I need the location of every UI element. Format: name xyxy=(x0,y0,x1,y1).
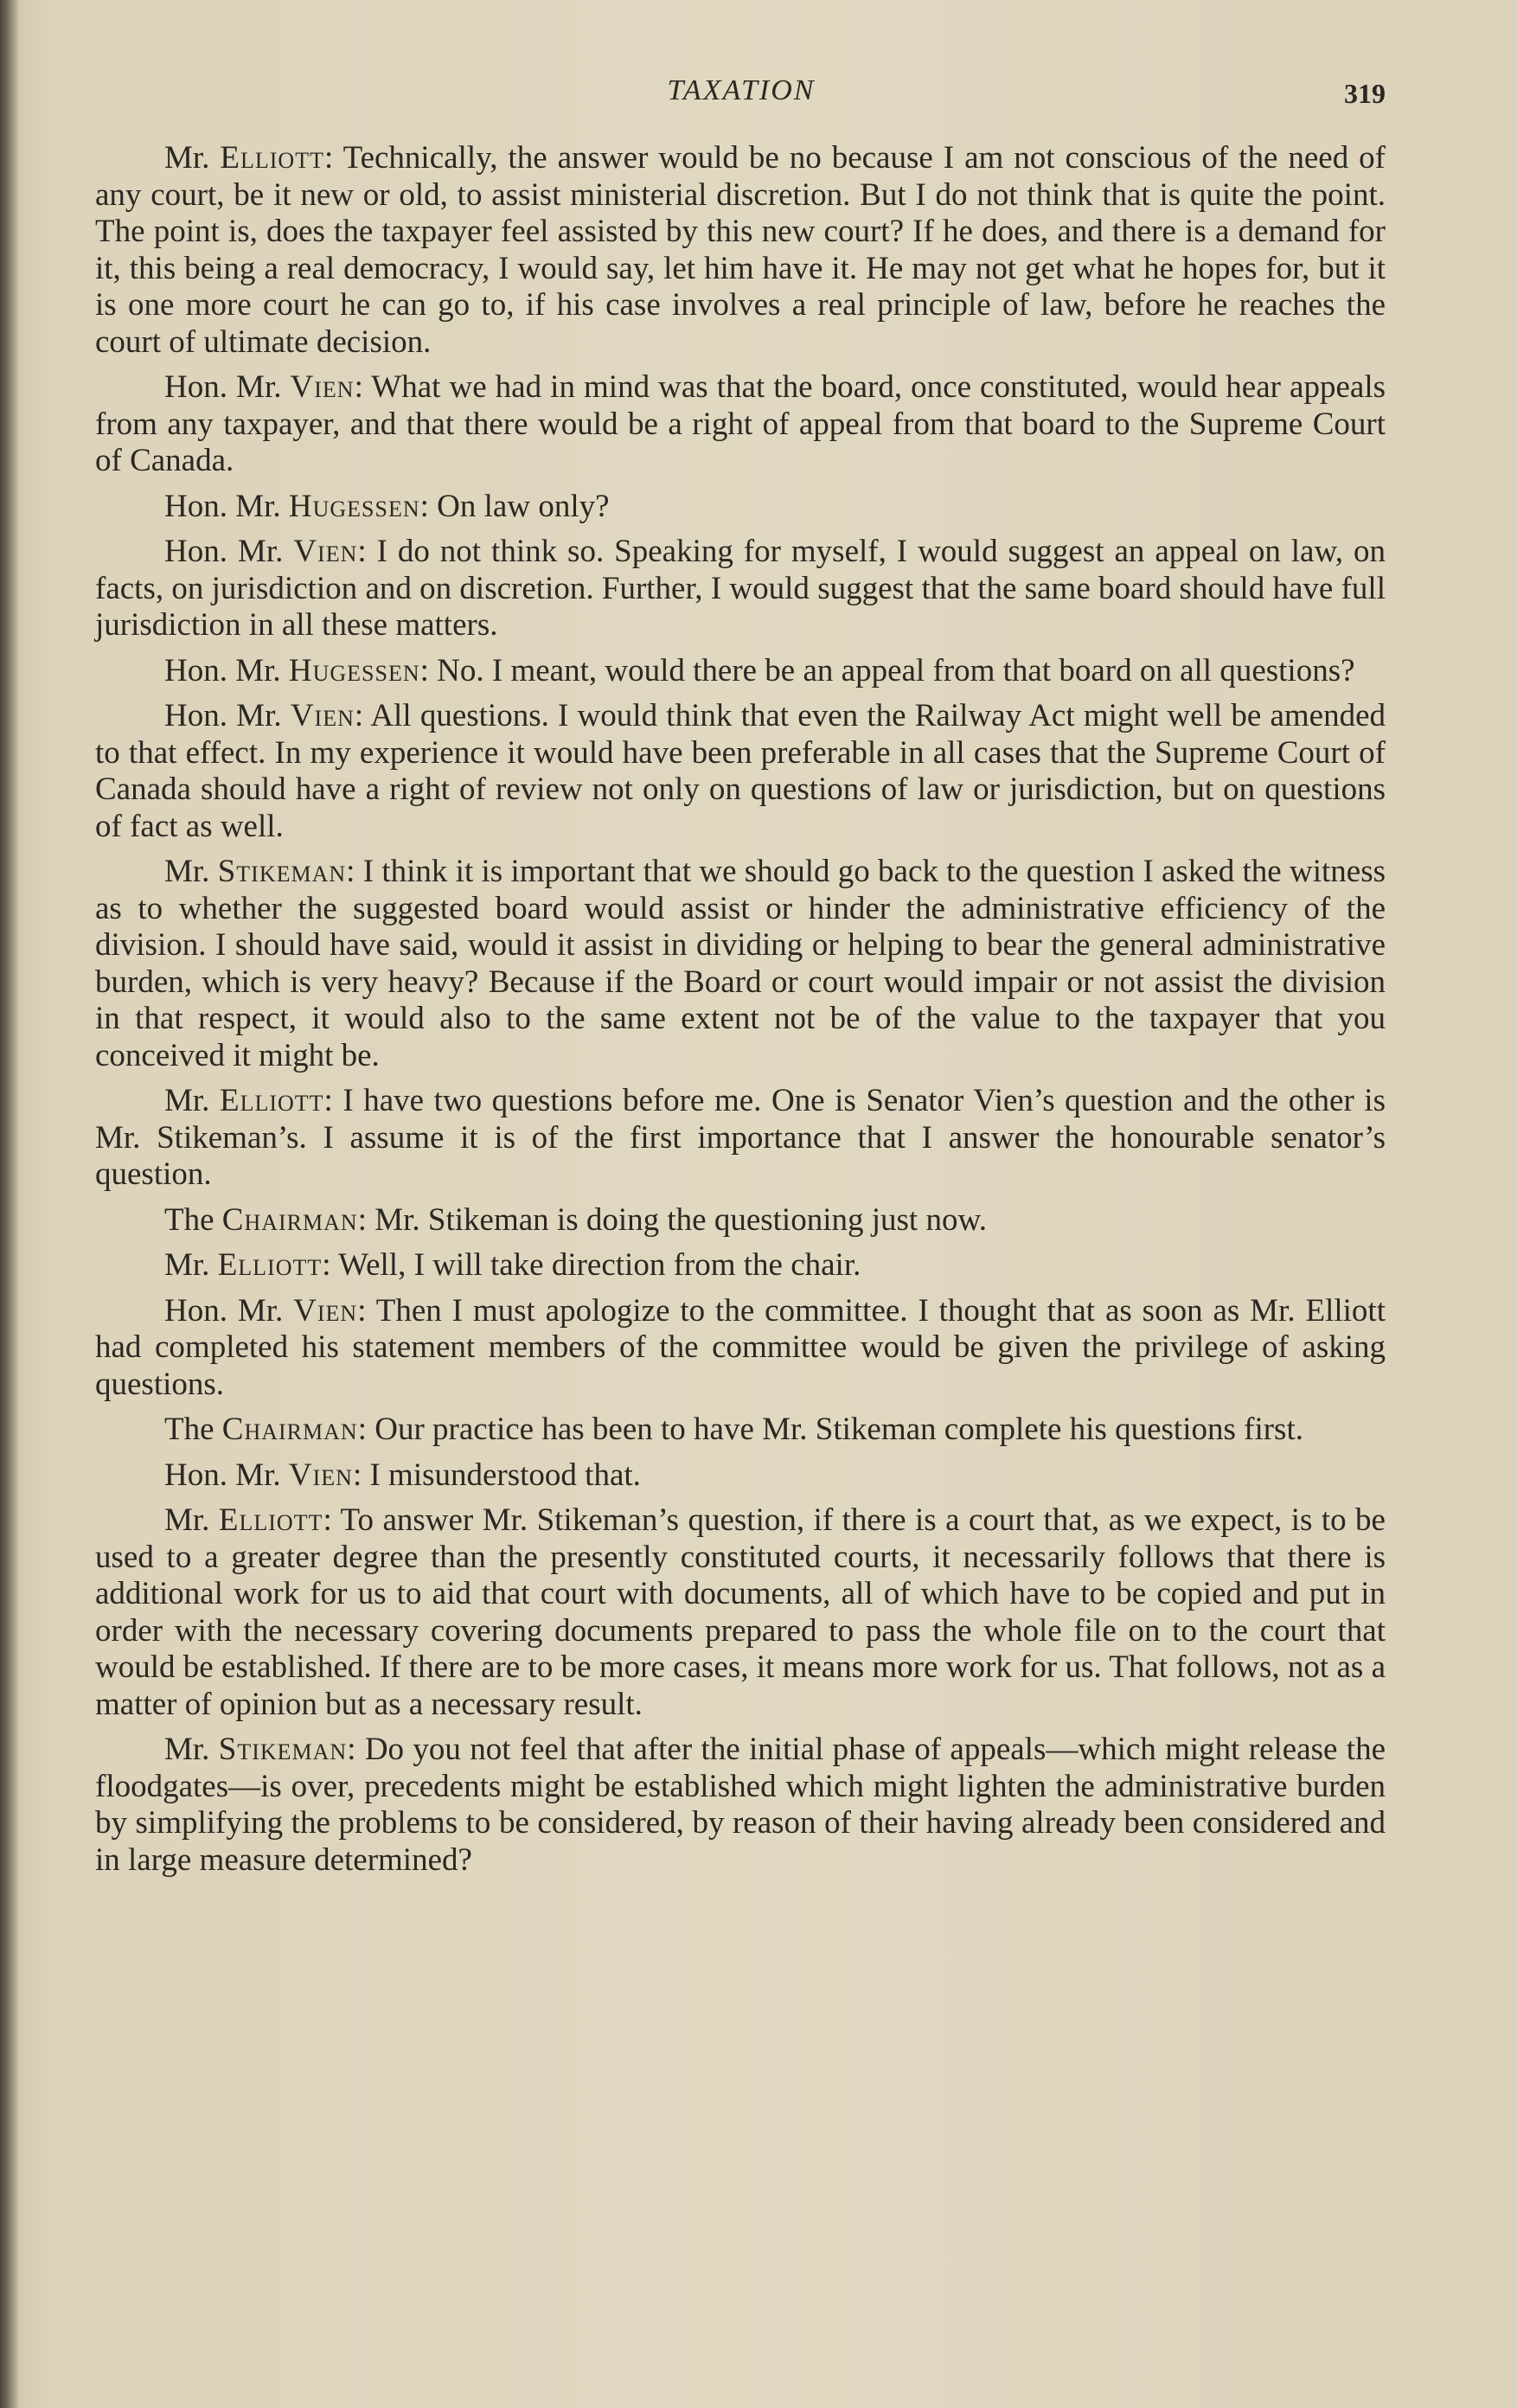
paragraph-vien-4 xyxy=(95,1293,1386,1404)
speaker-title: The xyxy=(164,1201,222,1238)
running-title: TAXATION xyxy=(667,74,816,106)
paragraph-elliott-2 xyxy=(95,1083,1386,1194)
speaker-title: Hon. Mr. xyxy=(164,369,291,405)
paragraph-elliott-4 xyxy=(95,1502,1386,1723)
speaker-title: Hon. Mr. xyxy=(164,1457,289,1493)
paragraph-text: : Mr. Stikeman is doing the questioning just now. xyxy=(357,1201,988,1238)
speaker-name: Vien xyxy=(293,534,358,569)
speaker-title: Hon. Mr. xyxy=(164,1292,294,1329)
book-spine-shadow xyxy=(0,0,19,2408)
speaker-name: Chairman xyxy=(221,1412,358,1447)
paragraph-vien-2 xyxy=(95,534,1386,644)
paragraph-elliott-1 xyxy=(95,140,1386,361)
paragraph-chairman-2 xyxy=(95,1412,1386,1449)
paragraph-text: : All questions. I would think that even the Railway Act might well be amended to that effect. In my experience it would have been preferable in all cases that the Supreme Court of Canada should have a right of review not only on questions of law or jurisdiction, but on questions of fact as well. xyxy=(95,698,1386,844)
speaker-title: Hon. Mr. xyxy=(164,652,289,688)
speaker-title: Mr. xyxy=(164,1502,219,1538)
paragraph-hugessen-2 xyxy=(95,653,1386,690)
page-number: 319 xyxy=(1344,78,1386,109)
paragraph-text: : I do not think so. Speaking for myself, I would suggest an appeal on law, on facts, on jurisdiction and on discretion. Further, I would suggest that the same board should have full jurisdiction in all these matters. xyxy=(95,534,1386,643)
speaker-title: Hon. Mr. xyxy=(164,488,289,524)
paragraph-text: : To answer Mr. Stikeman’s question, if there is a court that, as we expect, is to be used to a greater degree than the presently constituted courts, it necessarily follows that there is additional work for us to aid that court with documents, all of which have to be copied and put in order with the necessary covering documents prepared to pass the whole file on to the court that would be established. If there are to be more cases, it means more work for us. That follows, not as a matter of opinion but as a necessary result. xyxy=(95,1502,1386,1722)
speaker-name: Elliott xyxy=(218,1502,323,1538)
paragraph-vien-5 xyxy=(95,1457,1386,1495)
transcript-body xyxy=(95,140,1386,1887)
speaker-name: Vien xyxy=(293,1292,358,1329)
speaker-name: Vien xyxy=(288,1457,353,1493)
paragraph-text: : Well, I will take direction from the chair. xyxy=(322,1247,861,1283)
paragraph-text: : Technically, the answer would be no because I am not conscious of the need of any court, be it new or old, to assist ministerial discretion. But I do not think that is quite the point. The point is, does the taxpayer feel assisted by this new court? If he does, and there is a demand for it, this being a real democracy, I would say, let him have it. He may not get what he hopes for, but it is one more court he can go to, if his case involves a real principle of law, before he reaches the court of ultimate decision. xyxy=(95,140,1386,360)
speaker-name: Hugessen xyxy=(288,488,420,524)
speaker-title: Mr. xyxy=(164,1247,218,1283)
speaker-name: Stikeman xyxy=(218,1732,348,1767)
speaker-name: Stikeman xyxy=(217,854,347,889)
speaker-name: Vien xyxy=(290,369,355,405)
paragraph-text: : On law only? xyxy=(419,488,610,524)
paragraph-text: : I misunderstood that. xyxy=(352,1457,641,1493)
paragraph-chairman-1 xyxy=(95,1202,1386,1239)
speaker-name: Hugessen xyxy=(288,652,420,688)
paragraph-text: : I think it is important that we should go back to the question I asked the witness as to whether the suggested board would assist or hinder the administrative efficiency of the division. I should have said, would it assist in dividing or helping to bear the general administrative burden, which is very heavy? Because if the Board or court would impair or not assist the division in that respect, it would also to the same extent not be of the value to the taxpayer that you conceived it might be. xyxy=(95,854,1386,1073)
paragraph-text: : Then I must apologize to the committee. I thought that as soon as Mr. Elliott had completed his statement members of the committee would be given the privilege of asking questions. xyxy=(95,1292,1386,1402)
speaker-name: Vien xyxy=(290,698,355,733)
speaker-title: Mr. xyxy=(164,854,218,889)
paragraph-text: : What we had in mind was that the board, once constituted, would hear appeals from any taxpayer, and that there would be a right of appeal from that board to the Supreme Court of Canada. xyxy=(95,369,1386,478)
paragraph-stikeman-1 xyxy=(95,854,1386,1074)
running-head xyxy=(97,71,1386,114)
speaker-name: Chairman xyxy=(221,1201,358,1238)
paragraph-elliott-3 xyxy=(95,1247,1386,1284)
speaker-name: Elliott xyxy=(217,1247,323,1283)
paragraph-vien-3 xyxy=(95,698,1386,845)
paragraph-text: : No. I meant, would there be an appeal from that board on all questions? xyxy=(419,652,1355,688)
speaker-title: Mr. xyxy=(164,1732,219,1767)
speaker-name: Elliott xyxy=(219,1083,324,1118)
speaker-title: Mr. xyxy=(164,140,221,176)
speaker-title: Mr. xyxy=(164,1083,220,1118)
paragraph-stikeman-2 xyxy=(95,1732,1386,1879)
speaker-name: Elliott xyxy=(220,140,324,176)
speaker-title: Hon. Mr. xyxy=(164,534,294,569)
speaker-title: The xyxy=(164,1412,222,1447)
paragraph-hugessen-1 xyxy=(95,489,1386,526)
paragraph-text: : Do you not feel that after the initial phase of appeals—which might release the floodgates—is over, precedents might be established which might lighten the administrative burden by simplifying the problems to be considered, by reason of their having already been considered and in large measure determined? xyxy=(95,1732,1386,1878)
paragraph-vien-1 xyxy=(95,369,1386,480)
paragraph-text: : Our practice has been to have Mr. Stikeman complete his questions first. xyxy=(357,1412,1303,1447)
speaker-title: Hon. Mr. xyxy=(164,698,291,733)
paragraph-text: : I have two questions before me. One is Senator Vien’s question and the other is Mr. Stikeman’s. I assume it is of the first importance that I answer the honourable senator’s question. xyxy=(95,1083,1386,1192)
